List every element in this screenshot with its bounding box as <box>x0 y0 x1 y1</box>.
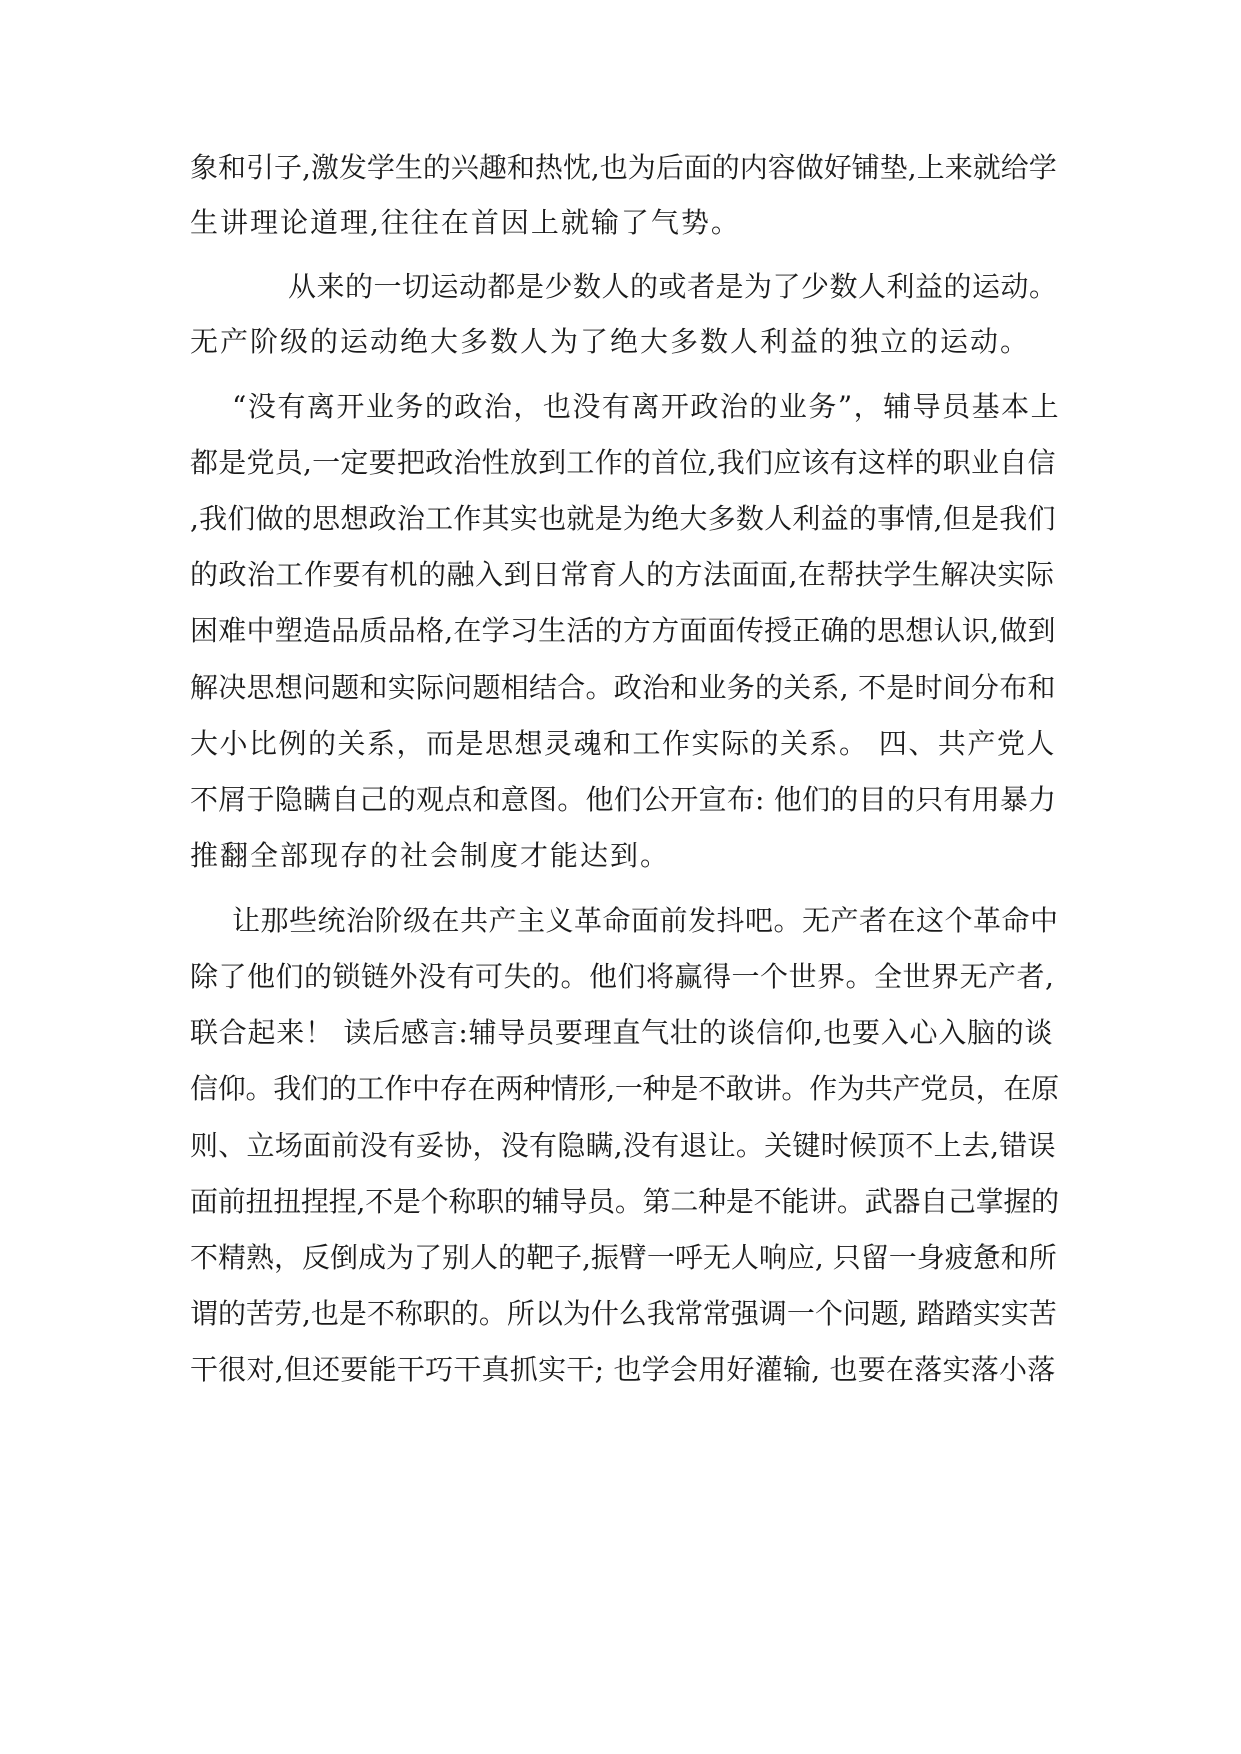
text-line: 都是党员,一定要把政治性放到工作的首位,我们应该有这样的职业自信 <box>190 446 1056 479</box>
text-line: 除了他们的锁链外没有可失的。他们将赢得一个世界。全世界无产者, <box>190 960 1055 993</box>
text-line: 解决思想问题和实际问题相结合。政治和业务的关系, 不是时间分布和 <box>190 671 1056 704</box>
text-line: 大小比例的关系，而是思想灵魂和工作实际的关系。 四、共产党人 <box>190 727 1056 760</box>
text-line: 谓的苦劳,也是不称职的。所以为什么我常常强调一个问题, 踏踏实实苦 <box>190 1297 1057 1330</box>
text-line: 不屑于隐瞒自己的观点和意图。他们公开宣布: 他们的目的只有用暴力 <box>190 783 1057 816</box>
text-line: “没有离开业务的政治，也没有离开政治的业务”，辅导员基本上 <box>232 390 1061 423</box>
text-line: 生讲理论道理,往往在首因上就输了气势。 <box>190 206 741 239</box>
text-line: 干很对,但还要能干巧干真抓实干; 也学会用好灌输, 也要在落实落小落 <box>190 1353 1056 1386</box>
text-line: 让那些统治阶级在共产主义革命面前发抖吧。无产者在这个革命中 <box>232 904 1059 937</box>
text-line: ,我们做的思想政治工作其实也就是为绝大多数人利益的事情,但是我们 <box>190 502 1056 535</box>
text-line: 的政治工作要有机的融入到日常育人的方法面面,在帮扶学生解决实际 <box>190 558 1055 591</box>
text-line: 不精熟，反倒成为了别人的靶子,振臂一呼无人响应, 只留一身疲惫和所 <box>190 1241 1057 1274</box>
text-line: 推翻全部现存的社会制度才能达到。 <box>190 839 671 872</box>
text-line: 困难中塑造品质品格,在学习生活的方方面面传授正确的思想认识,做到 <box>190 614 1056 647</box>
text-line: 联合起来！ 读后感言:辅导员要理直气壮的谈信仰,也要入心入脑的谈 <box>190 1016 1054 1049</box>
text-line: 信仰。我们的工作中存在两种情形,一种是不敢讲。作为共产党员，在原 <box>190 1072 1059 1105</box>
text-line: 则、立场面前没有妥协，没有隐瞒,没有退让。关键时候顶不上去,错误 <box>190 1129 1056 1162</box>
text-line: 从来的一切运动都是少数人的或者是为了少数人利益的运动。 <box>288 270 1058 303</box>
text-line: 象和引子,激发学生的兴趣和热忱,也为后面的内容做好铺垫,上来就给学 <box>190 151 1057 184</box>
text-line: 无产阶级的运动绝大多数人为了绝大多数人利益的独立的运动。 <box>190 325 1031 358</box>
text-line: 面前扭扭捏捏,不是个称职的辅导员。第二种是不能讲。武器自己掌握的 <box>190 1185 1059 1218</box>
